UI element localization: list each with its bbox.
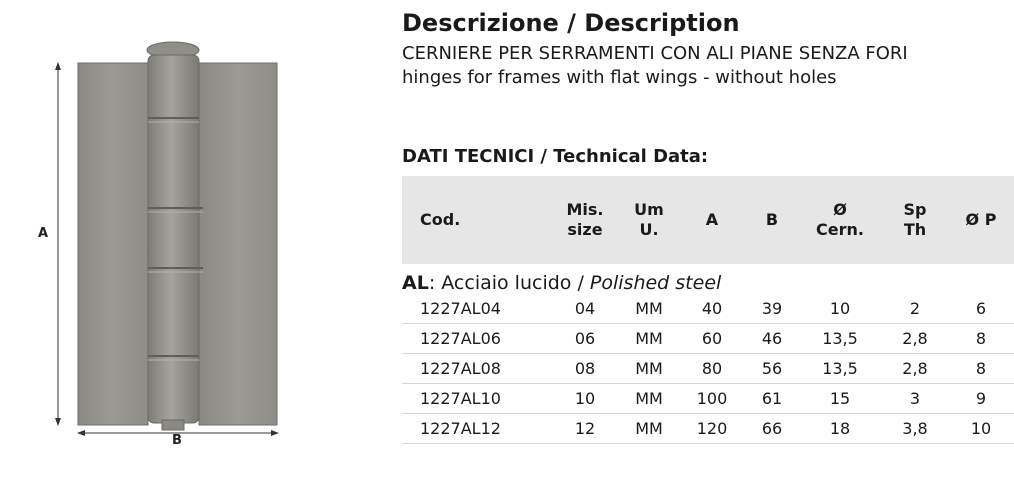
table-row xyxy=(402,324,1014,354)
table-row xyxy=(402,414,1014,444)
dimension-b-label: B xyxy=(172,433,182,448)
description-title: Descrizione / Description xyxy=(402,9,740,37)
cell-size: 10 xyxy=(550,384,620,414)
cell-code: 1227AL08 xyxy=(402,354,550,384)
cell-size: 08 xyxy=(550,354,620,384)
hinge-drawing xyxy=(0,0,390,480)
header-thickness: Sp Th xyxy=(903,200,927,239)
description-english: hinges for frames with flat wings - without holes xyxy=(402,67,837,88)
technical-data-table xyxy=(402,176,1014,444)
description-italian: CERNIERE PER SERRAMENTI CON ALI PIANE SENZA FORI xyxy=(402,43,908,64)
cell-pin-diameter: 18 xyxy=(798,414,882,444)
table-row xyxy=(402,354,1014,384)
cell-thickness: 2 xyxy=(882,294,948,324)
table-row xyxy=(402,294,1014,324)
cell-b: 61 xyxy=(746,384,798,414)
group-label: AL: Acciaio lucido / Polished steel xyxy=(402,272,722,294)
cell-code: 1227AL12 xyxy=(402,414,550,444)
cell-thickness: 3,8 xyxy=(882,414,948,444)
cell-unit: MM xyxy=(620,354,678,384)
cell-b: 46 xyxy=(746,324,798,354)
cell-b: 66 xyxy=(746,414,798,444)
cell-size: 12 xyxy=(550,414,620,444)
header-unit: Um U. xyxy=(634,200,664,239)
cell-unit: MM xyxy=(620,384,678,414)
cell-unit: MM xyxy=(620,414,678,444)
group-row xyxy=(402,264,1014,294)
cell-hole-diameter: 8 xyxy=(948,354,1014,384)
header-hole-diameter: Ø P xyxy=(965,210,997,229)
header-pin-diameter: Ø Cern. xyxy=(816,200,864,239)
cell-code: 1227AL10 xyxy=(402,384,550,414)
header-cod: Cod. xyxy=(420,210,461,229)
hinge-illustration xyxy=(0,0,390,480)
cell-a: 80 xyxy=(678,354,746,384)
dimension-a-label: A xyxy=(38,226,49,241)
cell-a: 120 xyxy=(678,414,746,444)
cell-thickness: 2,8 xyxy=(882,324,948,354)
cell-hole-diameter: 8 xyxy=(948,324,1014,354)
header-size: Mis. size xyxy=(566,200,604,239)
cell-hole-diameter: 10 xyxy=(948,414,1014,444)
table-header-row xyxy=(402,176,1014,264)
cell-pin-diameter: 10 xyxy=(798,294,882,324)
cell-hole-diameter: 6 xyxy=(948,294,1014,324)
cell-thickness: 2,8 xyxy=(882,354,948,384)
header-a: A xyxy=(705,210,719,229)
cell-a: 60 xyxy=(678,324,746,354)
cell-pin-diameter: 13,5 xyxy=(798,354,882,384)
cell-hole-diameter: 9 xyxy=(948,384,1014,414)
cell-size: 04 xyxy=(550,294,620,324)
cell-b: 39 xyxy=(746,294,798,324)
cell-code: 1227AL04 xyxy=(402,294,550,324)
cell-unit: MM xyxy=(620,294,678,324)
cell-pin-diameter: 15 xyxy=(798,384,882,414)
cell-size: 06 xyxy=(550,324,620,354)
cell-a: 40 xyxy=(678,294,746,324)
header-b: B xyxy=(765,210,779,229)
cell-unit: MM xyxy=(620,324,678,354)
cell-b: 56 xyxy=(746,354,798,384)
table-row xyxy=(402,384,1014,414)
cell-thickness: 3 xyxy=(882,384,948,414)
technical-data-title: DATI TECNICI / Technical Data: xyxy=(402,146,709,167)
cell-a: 100 xyxy=(678,384,746,414)
cell-code: 1227AL06 xyxy=(402,324,550,354)
cell-pin-diameter: 13,5 xyxy=(798,324,882,354)
